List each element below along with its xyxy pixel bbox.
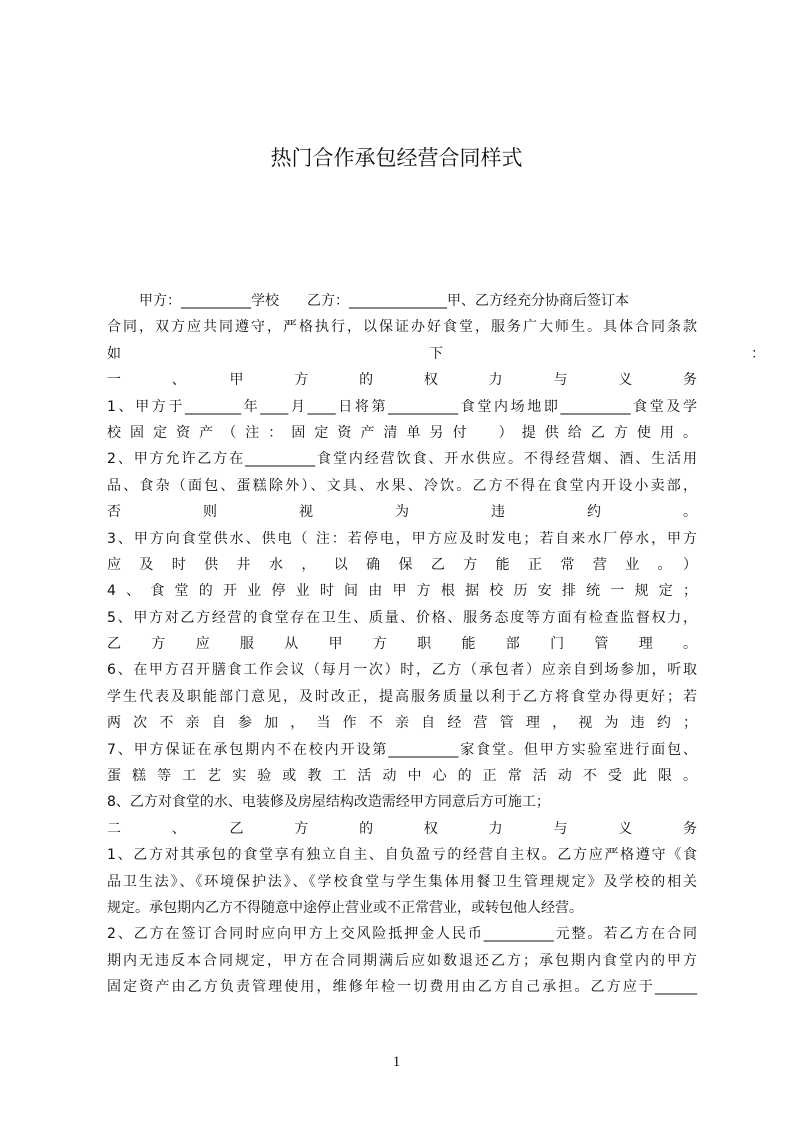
paragraph-line: 8、乙方对食堂的水、电装修及房屋结构改造需经甲方同意后方可施工； <box>107 794 550 811</box>
paragraph-line: 5、甲方对乙方经营的食堂存在卫生、质量、价格、服务态度等方面有检查监督权力， <box>107 609 697 626</box>
paragraph-line: 期内无违反本合同规定，甲方在合同期满后应如数退还乙方；承包期内食堂内的甲方 <box>107 952 697 969</box>
paragraph-line: 否 则 视 为 违 约 。 <box>107 504 697 521</box>
paragraph-line: 学生代表及职能部门意见，及时改正，提高服务质量以利于乙方将食堂办得更好；若 <box>107 688 697 705</box>
page-number: 1 <box>392 1054 401 1070</box>
paragraph-line: 1、甲方于________年____月____日将第__________食堂内场地即__________食堂及学 <box>107 398 697 415</box>
document-title: 热门合作承包经营合同样式 <box>270 146 523 170</box>
paragraph-line: 1、乙方对其承包的食堂享有独立自主、自负盈亏的经营自主权。乙方应严格遵守《食 <box>107 847 697 864</box>
paragraph-line: 规定。承包期内乙方不得随意中途停止营业或不正常营业，或转包他人经营。 <box>107 899 583 916</box>
section-heading: 二 、 乙 方 的 权 力 与 义 务 <box>107 820 697 837</box>
paragraph-line: 固定资产由乙方负责管理使用，维修年检一切费用由乙方自己承担。乙方应于______ <box>107 979 697 996</box>
paragraph-line: 7、甲方保证在承包期内不在校内开设第__________家食堂。但甲方实验室进行面包、 <box>107 741 697 758</box>
paragraph-line: 合同，双方应共同遵守，严格执行，以保证办好食堂，服务广大师生。具体合同条款 <box>107 319 697 336</box>
paragraph-line: 如 下 ： <box>107 345 765 362</box>
paragraph-line: 甲方：__________学校 乙方：______________甲、乙方经充分协商后签订本 <box>139 293 629 309</box>
paragraph-line: 2、乙方在签订合同时应向甲方上交风险抵押金人民币__________元整。若乙方在合同 <box>107 926 697 943</box>
section-heading: 一 、 甲 方 的 权 力 与 义 务 <box>107 372 697 389</box>
paragraph-line: 乙 方 应 服 从 甲 方 职 能 部 门 管 理 。 <box>107 636 697 653</box>
paragraph-line: 应及时供井水，以确保乙方能正常营业。） <box>107 556 697 573</box>
paragraph-line: 品卫生法》、《环境保护法》、《学校食堂与学生集体用餐卫生管理规定》及学校的相关 <box>107 873 697 890</box>
paragraph-line: 2、甲方允许乙方在__________食堂内经营饮食、开水供应。不得经营烟、酒、生活用 <box>107 451 697 468</box>
paragraph-line: 两次不亲自参加，当作不亲自经营管理，视为违约； <box>107 715 697 732</box>
paragraph-line: 4、食堂的开业停业时间由甲方根据校历安排统一规定； <box>107 583 697 600</box>
paragraph-line: 蛋糕等工艺实验或教工活动中心的正常活动不受此限。 <box>107 768 697 785</box>
paragraph-line: 6、在甲方召开膳食工作会议（每月一次）时，乙方（承包者）应亲自到场参加，听取 <box>107 662 697 679</box>
paragraph-line: 3、甲方向食堂供水、供电（ 注：若停电，甲方应及时发电；若自来水厂停水，甲方 <box>107 530 697 547</box>
paragraph-line: 品、食杂（面包、蛋糕除外）、文具、水果、冷饮。乙方不得在食堂内开设小卖部， <box>107 477 697 494</box>
contract-body <box>107 288 765 1001</box>
paragraph-line: 校固定资产（注：固定资产清单另付 ）提供给乙方使用。 <box>107 424 697 441</box>
